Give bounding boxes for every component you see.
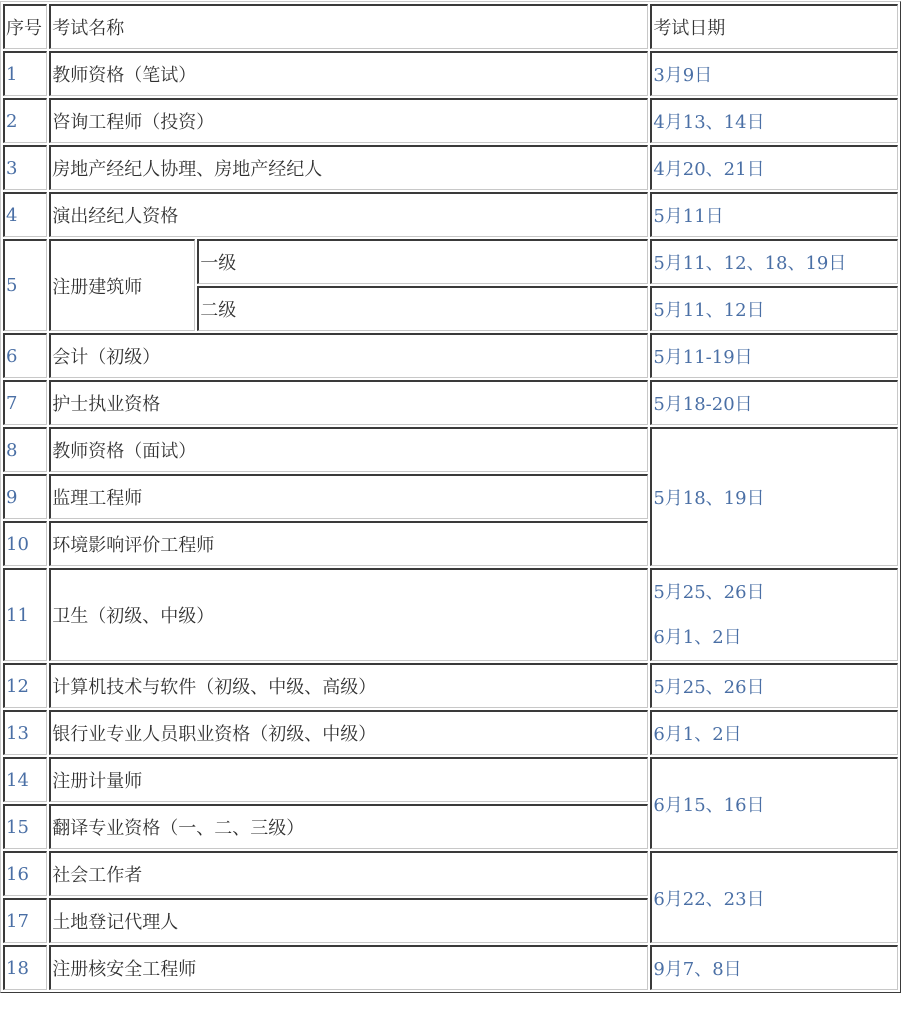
exam-name: 翻译专业资格（一、二、三级） (49, 804, 648, 849)
exam-name: 护士执业资格 (49, 380, 648, 425)
exam-date-multi (650, 568, 898, 661)
exam-name: 银行业专业人员职业资格（初级、中级） (49, 710, 648, 755)
exam-sub-level: 一级 (197, 239, 648, 284)
exam-name: 咨询工程师（投资） (49, 98, 648, 143)
table-row (3, 757, 898, 802)
exam-name: 计算机技术与软件（初级、中级、高级） (49, 663, 648, 708)
row-num: 17 (3, 898, 47, 943)
row-num: 14 (3, 757, 47, 802)
table-row (3, 663, 898, 708)
row-num: 12 (3, 663, 47, 708)
row-num: 10 (3, 521, 47, 566)
table-row (3, 98, 898, 143)
exam-name: 监理工程师 (49, 474, 648, 519)
exam-date: 9月7、8日 (650, 945, 898, 990)
exam-name: 社会工作者 (49, 851, 648, 896)
row-num: 3 (3, 145, 47, 190)
table-row (3, 239, 898, 284)
exam-date: 5月18、19日 (650, 427, 898, 566)
exam-date: 3月9日 (650, 51, 898, 96)
header-num: 序号 (3, 4, 47, 49)
exam-date-line: 6月1、2日 (653, 627, 742, 648)
row-num: 6 (3, 333, 47, 378)
row-num: 8 (3, 427, 47, 472)
exam-date: 5月11、12日 (650, 286, 898, 331)
exam-date: 4月13、14日 (650, 98, 898, 143)
row-num: 5 (3, 239, 47, 331)
row-num: 13 (3, 710, 47, 755)
row-num: 4 (3, 192, 47, 237)
exam-name: 教师资格（面试） (49, 427, 648, 472)
header-name: 考试名称 (49, 4, 648, 49)
exam-date-line: 5月25、26日 (653, 582, 765, 603)
exam-date: 6月15、16日 (650, 757, 898, 849)
exam-name: 房地产经纪人协理、房地产经纪人 (49, 145, 648, 190)
table-row (3, 51, 898, 96)
header-date: 考试日期 (650, 4, 898, 49)
row-num: 11 (3, 568, 47, 661)
exam-date: 5月11-19日 (650, 333, 898, 378)
exam-name: 注册计量师 (49, 757, 648, 802)
exam-date: 4月20、21日 (650, 145, 898, 190)
table-row (3, 145, 898, 190)
table-row (3, 380, 898, 425)
row-num: 16 (3, 851, 47, 896)
table-row (3, 427, 898, 472)
exam-date: 5月25、26日 (650, 663, 898, 708)
table-header-row (3, 4, 898, 49)
exam-date: 5月18-20日 (650, 380, 898, 425)
exam-name: 注册建筑师 (49, 239, 195, 331)
exam-name: 土地登记代理人 (49, 898, 648, 943)
exam-date: 5月11、12、18、19日 (650, 239, 898, 284)
row-num: 2 (3, 98, 47, 143)
exam-date: 5月11日 (650, 192, 898, 237)
row-num: 1 (3, 51, 47, 96)
table-row (3, 568, 898, 661)
table-row (3, 945, 898, 990)
row-num: 9 (3, 474, 47, 519)
row-num: 15 (3, 804, 47, 849)
table-row (3, 710, 898, 755)
row-num: 18 (3, 945, 47, 990)
exam-name: 教师资格（笔试） (49, 51, 648, 96)
exam-name: 会计（初级） (49, 333, 648, 378)
exam-name: 注册核安全工程师 (49, 945, 648, 990)
exam-name: 卫生（初级、中级） (49, 568, 648, 661)
exam-sub-level: 二级 (197, 286, 648, 331)
exam-name: 演出经纪人资格 (49, 192, 648, 237)
exam-schedule-table (0, 1, 901, 993)
row-num: 7 (3, 380, 47, 425)
exam-date: 6月1、2日 (650, 710, 898, 755)
table-row (3, 192, 898, 237)
table-row (3, 333, 898, 378)
exam-name: 环境影响评价工程师 (49, 521, 648, 566)
exam-date: 6月22、23日 (650, 851, 898, 943)
table-row (3, 851, 898, 896)
